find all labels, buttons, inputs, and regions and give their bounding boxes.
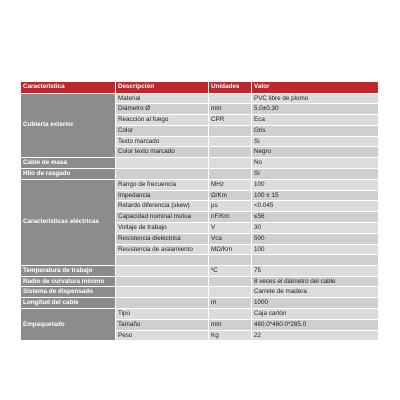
description-cell: Capacidad nominal mutua [116,212,209,223]
description-cell [116,287,209,298]
unit-cell: µs [209,201,252,212]
description-cell: Rango de frecuencia [116,179,209,190]
description-cell [116,158,209,169]
value-cell: 8 veces el diámetro del cable [252,276,379,287]
value-cell: Si [252,136,379,147]
table-row [21,298,379,309]
spec-body [21,93,379,341]
description-cell: Color [116,125,209,136]
unit-cell [209,125,252,136]
value-cell: 30 [252,223,379,234]
value-cell: 75 [252,265,379,276]
description-cell [116,276,209,287]
value-cell: <0.045 [252,201,379,212]
category-cell: Características eléctricas [21,179,116,265]
value-cell: No [252,158,379,169]
description-cell: Diámetro Ø [116,104,209,115]
value-cell: 1000 [252,298,379,309]
value-cell: Caja cartón [252,309,379,320]
table-row [21,179,379,190]
description-cell: Peso [116,330,209,341]
table-row [21,276,379,287]
unit-cell: mm [209,319,252,330]
table-row [21,309,379,320]
unit-cell [209,158,252,169]
category-cell: Temperatura de trabajo [21,265,116,276]
unit-cell: nF/Km [209,212,252,223]
category-cell: Sistema de dispensado [21,287,116,298]
unit-cell [209,136,252,147]
description-cell: Material [116,93,209,104]
unit-cell [209,287,252,298]
unit-cell: ºC [209,265,252,276]
unit-cell [209,147,252,158]
header-unidades: Unidades [209,82,252,94]
header-caracteristica: Característica [21,82,116,94]
unit-cell: mm [209,104,252,115]
table-row [21,265,379,276]
header-row [21,82,379,94]
category-cell: Empaquetado [21,309,116,341]
description-cell: Voltaje de trabajo [116,223,209,234]
value-cell: 500 [252,233,379,244]
value-cell: Gris [252,125,379,136]
value-cell: 100 [252,179,379,190]
value-cell: Eca [252,115,379,126]
value-cell: 22 [252,330,379,341]
value-cell: 100 [252,244,379,255]
unit-cell [209,255,252,265]
unit-cell: Vca [209,233,252,244]
value-cell: 5.0±0.30 [252,104,379,115]
category-cell: Radio de curvatura mínimo [21,276,116,287]
value-cell: PVC libre de plomo [252,93,379,104]
unit-cell: Kg [209,330,252,341]
table-row [21,158,379,169]
description-cell [116,298,209,309]
description-cell [116,265,209,276]
description-cell: Reacción al fuego [116,115,209,126]
value-cell: ≤56 [252,212,379,223]
description-cell [116,255,209,265]
unit-cell: Ω/Km [209,190,252,201]
value-cell: Negro [252,147,379,158]
unit-cell: MΩ/Km [209,244,252,255]
description-cell: Color texto marcado [116,147,209,158]
description-cell: Impedancia [116,190,209,201]
spec-table [20,81,379,341]
value-cell: 460.0*460.0*285.0 [252,319,379,330]
unit-cell: MHz [209,179,252,190]
category-cell: Longitud del cable [21,298,116,309]
value-cell: 100 ± 15 [252,190,379,201]
category-cell: Hilo de rasgado [21,169,116,180]
description-cell: Resistencia de aislamiento [116,244,209,255]
description-cell: Retardo diferencia (skew) [116,201,209,212]
header-descripcion: Descripción [116,82,209,94]
description-cell [116,169,209,180]
value-cell: Carrete de madera [252,287,379,298]
category-cell: Cubierta exterior [21,93,116,158]
unit-cell: V [209,223,252,234]
unit-cell [209,169,252,180]
table-row [21,93,379,104]
header-valor: Valor [252,82,379,94]
category-cell: Cable de masa [21,158,116,169]
description-cell: Texto marcado [116,136,209,147]
value-cell: Si [252,169,379,180]
unit-cell [209,276,252,287]
unit-cell [209,93,252,104]
unit-cell: m [209,298,252,309]
value-cell [252,255,379,265]
unit-cell: CPR [209,115,252,126]
table-row [21,287,379,298]
unit-cell [209,309,252,320]
table-row [21,169,379,180]
description-cell: Tamaño [116,319,209,330]
description-cell: Tipo [116,309,209,320]
description-cell: Resistencia dieléctrica [116,233,209,244]
